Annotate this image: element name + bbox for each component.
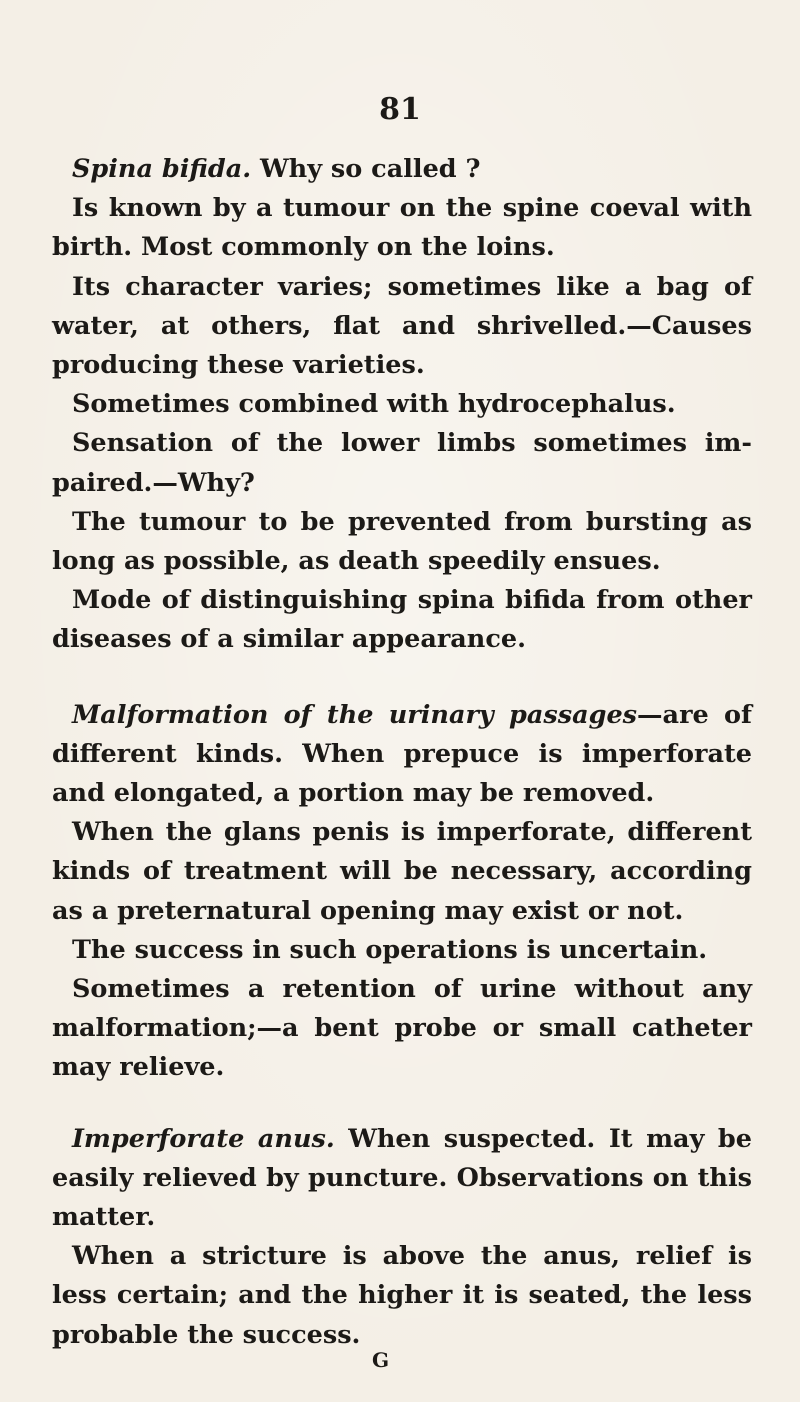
page-body — [52, 150, 752, 1355]
paragraph: Sometimes a retention of urine without any malformation;—a bent probe or small catheter may relieve. — [52, 974, 752, 1083]
page-number: 81 — [379, 92, 421, 127]
section-lead-paragraph — [52, 150, 752, 189]
section-malformation-urinary — [52, 696, 752, 1088]
section-heading: Imperforate anus. — [72, 1123, 335, 1154]
paragraph: When a stricture is above the anus, relief is less certain; and the higher it is seated, the less probable the success. — [52, 1241, 752, 1350]
section-lead-paragraph — [52, 696, 752, 814]
section-lead-paragraph — [52, 1120, 752, 1238]
paragraph: Its character varies; sometimes like a bag of water, at others, flat and shrivelled.—Causes producing these varieties. — [52, 271, 752, 381]
paragraph: When the glans penis is imperforate, different kinds of treatment will be necessary, according as a preternatural opening may exist or not. — [52, 817, 752, 926]
section-lead-text: —are of different kinds. When prepuce is imperforate and elongated, a portion may be removed. — [52, 699, 752, 809]
section-imperforate-anus — [52, 1120, 752, 1355]
paragraph: Sometimes combined with hydrocephalus. — [72, 389, 676, 420]
section-spina-bifida — [52, 150, 752, 660]
section-lead-text: When suspected. It may be easily relieved by puncture. Observations on this matter. — [52, 1123, 752, 1233]
paragraph: The tumour to be prevented from bursting as long as possible, as death speedily ensues. — [52, 506, 752, 577]
section-lead-text: Why so called ? — [251, 154, 481, 184]
paragraph: The success in such operations is uncertain. — [72, 934, 708, 965]
section-heading: Malformation of the urinary passages — [72, 699, 638, 730]
section-heading: Spina bifida. — [72, 154, 252, 184]
paragraph: Sensation of the lower limbs sometimes im-paired.—Why? — [52, 428, 752, 498]
paragraph: Mode of distinguishing spina bifida from other diseases of a similar appearance. — [52, 585, 752, 655]
signature-mark: G — [372, 1348, 390, 1372]
paragraph: Is known by a tumour on the spine coeval with birth. Most commonly on the loins. — [52, 193, 752, 263]
